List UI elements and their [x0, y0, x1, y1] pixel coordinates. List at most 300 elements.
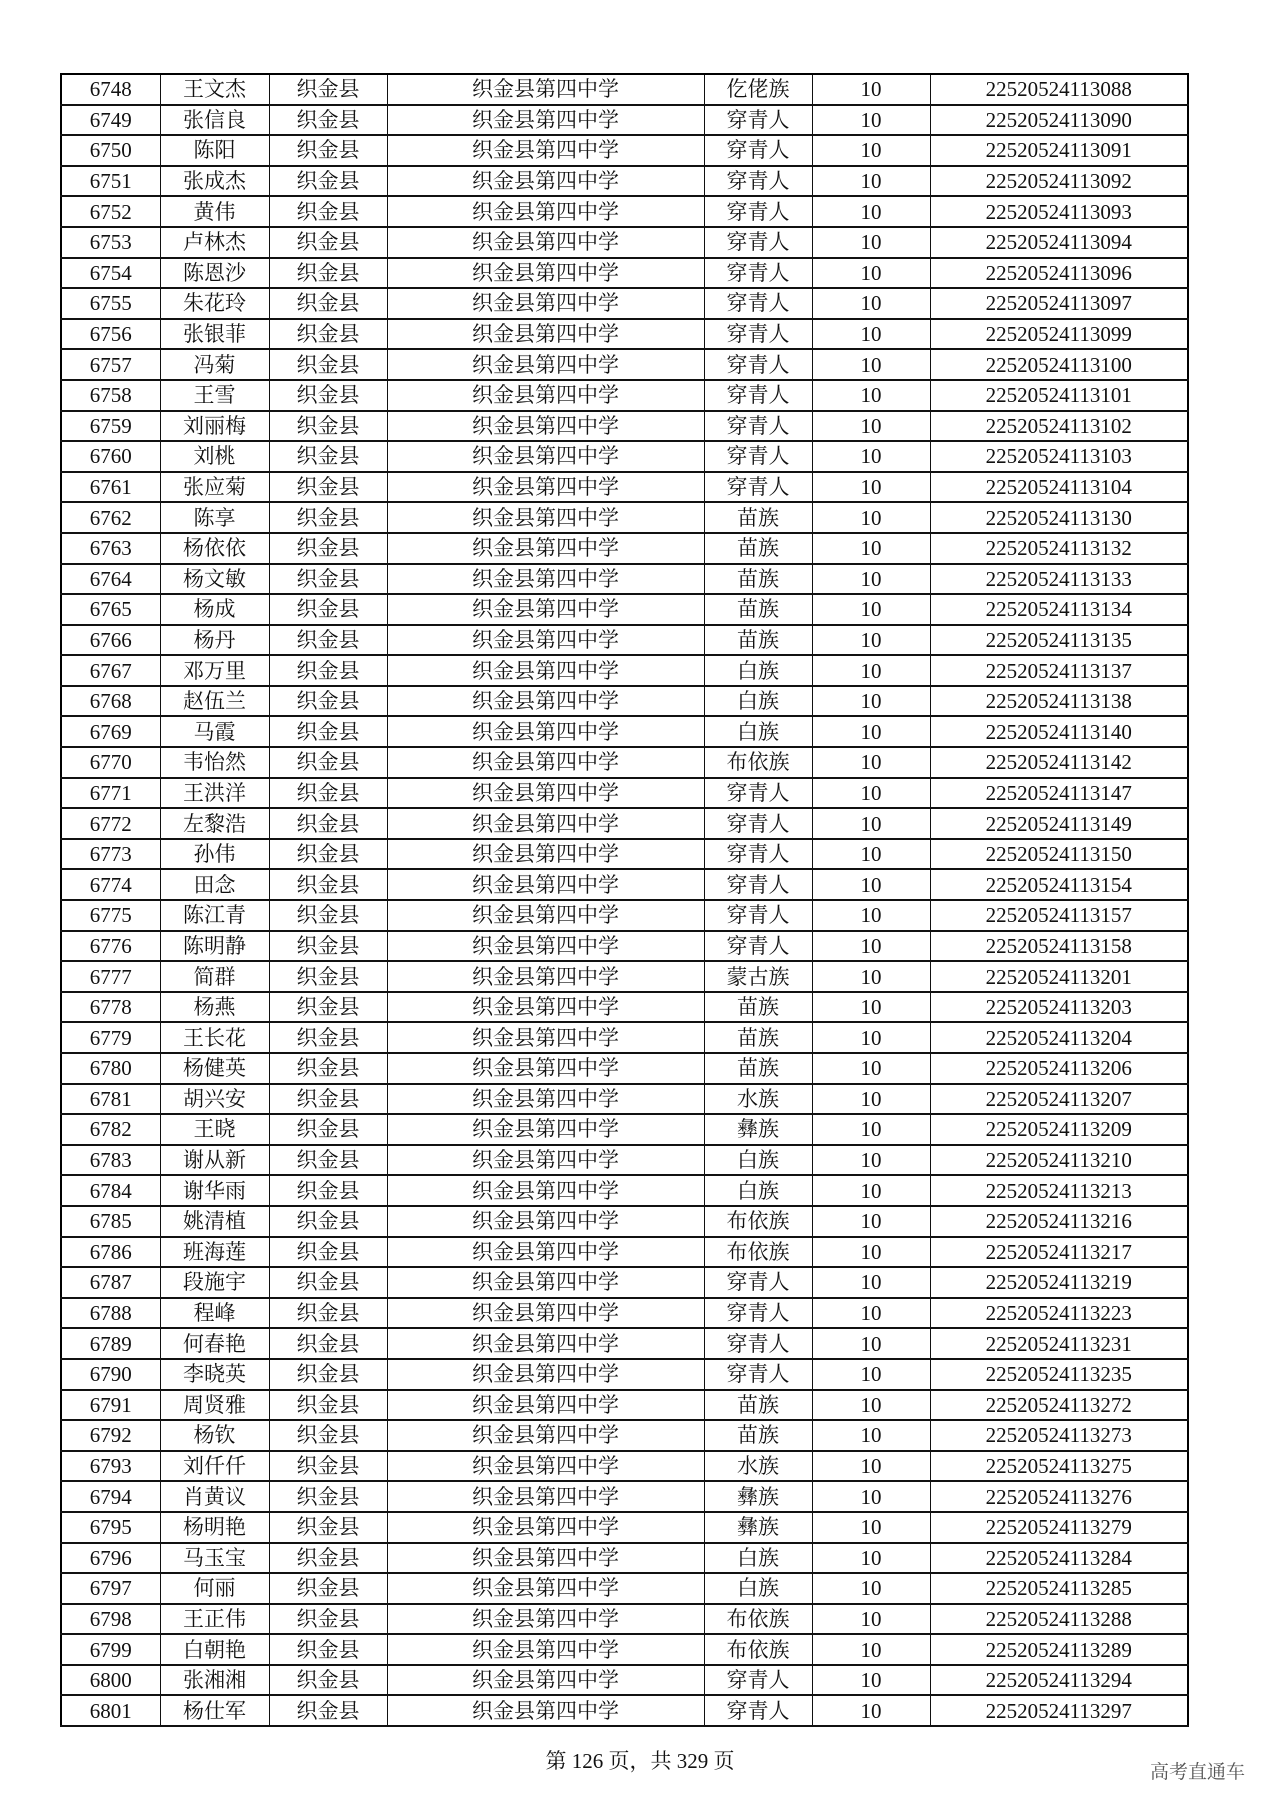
student-id-cell: 22520524113102 — [930, 411, 1188, 442]
ethnicity-cell: 苗族 — [704, 594, 812, 625]
student-name-cell: 程峰 — [160, 1298, 269, 1329]
ethnicity-cell: 穿青人 — [704, 166, 812, 197]
student-name-cell: 朱花玲 — [160, 288, 269, 319]
table-row — [61, 472, 1188, 503]
table-row — [61, 258, 1188, 289]
row-number-cell: 6771 — [61, 778, 160, 809]
row-number-cell: 6791 — [61, 1390, 160, 1421]
table-body — [61, 74, 1188, 1726]
student-name-cell: 冯菊 — [160, 349, 269, 380]
county-cell: 织金县 — [269, 1053, 387, 1084]
grade-cell: 10 — [812, 1114, 930, 1145]
student-id-cell: 22520524113213 — [930, 1175, 1188, 1206]
school-cell: 织金县第四中学 — [387, 1573, 704, 1604]
school-cell: 织金县第四中学 — [387, 1298, 704, 1329]
school-cell: 织金县第四中学 — [387, 1359, 704, 1390]
student-name-cell: 张信良 — [160, 105, 269, 136]
student-id-cell: 22520524113294 — [930, 1665, 1188, 1696]
student-name-cell: 陈江青 — [160, 900, 269, 931]
table-row — [61, 594, 1188, 625]
ethnicity-cell: 水族 — [704, 1084, 812, 1115]
grade-cell: 10 — [812, 931, 930, 962]
student-id-cell: 22520524113096 — [930, 258, 1188, 289]
grade-cell: 10 — [812, 319, 930, 350]
row-number-cell: 6758 — [61, 380, 160, 411]
student-name-cell: 王雪 — [160, 380, 269, 411]
county-cell: 织金县 — [269, 686, 387, 717]
ethnicity-cell: 穿青人 — [704, 1359, 812, 1390]
school-cell: 织金县第四中学 — [387, 1022, 704, 1053]
student-id-cell: 22520524113133 — [930, 564, 1188, 595]
table-row — [61, 686, 1188, 717]
grade-cell: 10 — [812, 1604, 930, 1635]
student-name-cell: 杨健英 — [160, 1053, 269, 1084]
student-id-cell: 22520524113137 — [930, 655, 1188, 686]
ethnicity-cell: 穿青人 — [704, 441, 812, 472]
student-name-cell: 张应菊 — [160, 472, 269, 503]
grade-cell: 10 — [812, 992, 930, 1023]
grade-cell: 10 — [812, 1420, 930, 1451]
student-id-cell: 22520524113157 — [930, 900, 1188, 931]
grade-cell: 10 — [812, 1512, 930, 1543]
student-id-cell: 22520524113140 — [930, 716, 1188, 747]
row-number-cell: 6767 — [61, 655, 160, 686]
county-cell: 织金县 — [269, 258, 387, 289]
school-cell: 织金县第四中学 — [387, 533, 704, 564]
row-number-cell: 6781 — [61, 1084, 160, 1115]
student-id-cell: 22520524113132 — [930, 533, 1188, 564]
grade-cell: 10 — [812, 1298, 930, 1329]
county-cell: 织金县 — [269, 441, 387, 472]
ethnicity-cell: 穿青人 — [704, 258, 812, 289]
watermark: 高考直通车 — [1150, 1761, 1246, 1783]
student-name-cell: 姚清植 — [160, 1206, 269, 1237]
student-name-cell: 王长花 — [160, 1022, 269, 1053]
row-number-cell: 6769 — [61, 716, 160, 747]
table-row — [61, 1175, 1188, 1206]
row-number-cell: 6757 — [61, 349, 160, 380]
ethnicity-cell: 苗族 — [704, 992, 812, 1023]
ethnicity-cell: 穿青人 — [704, 1298, 812, 1329]
student-id-cell: 22520524113279 — [930, 1512, 1188, 1543]
county-cell: 织金县 — [269, 1665, 387, 1696]
table-row — [61, 808, 1188, 839]
school-cell: 织金县第四中学 — [387, 411, 704, 442]
county-cell: 织金县 — [269, 1084, 387, 1115]
ethnicity-cell: 白族 — [704, 1145, 812, 1176]
row-number-cell: 6761 — [61, 472, 160, 503]
student-id-cell: 22520524113135 — [930, 625, 1188, 656]
row-number-cell: 6753 — [61, 227, 160, 258]
student-name-cell: 王正伟 — [160, 1604, 269, 1635]
row-number-cell: 6774 — [61, 869, 160, 900]
student-id-cell: 22520524113289 — [930, 1634, 1188, 1665]
row-number-cell: 6777 — [61, 961, 160, 992]
student-id-cell: 22520524113219 — [930, 1267, 1188, 1298]
row-number-cell: 6768 — [61, 686, 160, 717]
school-cell: 织金县第四中学 — [387, 747, 704, 778]
student-id-cell: 22520524113203 — [930, 992, 1188, 1023]
school-cell: 织金县第四中学 — [387, 105, 704, 136]
table-row — [61, 533, 1188, 564]
county-cell: 织金县 — [269, 349, 387, 380]
table-row — [61, 135, 1188, 166]
school-cell: 织金县第四中学 — [387, 869, 704, 900]
grade-cell: 10 — [812, 288, 930, 319]
ethnicity-cell: 蒙古族 — [704, 961, 812, 992]
student-id-cell: 22520524113206 — [930, 1053, 1188, 1084]
grade-cell: 10 — [812, 655, 930, 686]
student-name-cell: 张银菲 — [160, 319, 269, 350]
grade-cell: 10 — [812, 1481, 930, 1512]
table-row — [61, 1543, 1188, 1574]
table-row — [61, 1512, 1188, 1543]
grade-cell: 10 — [812, 227, 930, 258]
school-cell: 织金县第四中学 — [387, 625, 704, 656]
student-id-cell: 22520524113154 — [930, 869, 1188, 900]
grade-cell: 10 — [812, 441, 930, 472]
student-id-cell: 22520524113147 — [930, 778, 1188, 809]
county-cell: 织金县 — [269, 1267, 387, 1298]
ethnicity-cell: 水族 — [704, 1451, 812, 1482]
student-name-cell: 肖黄议 — [160, 1481, 269, 1512]
grade-cell: 10 — [812, 1634, 930, 1665]
ethnicity-cell: 布依族 — [704, 1634, 812, 1665]
school-cell: 织金县第四中学 — [387, 1420, 704, 1451]
ethnicity-cell: 彝族 — [704, 1114, 812, 1145]
student-name-cell: 杨依依 — [160, 533, 269, 564]
ethnicity-cell: 布依族 — [704, 1206, 812, 1237]
grade-cell: 10 — [812, 1451, 930, 1482]
row-number-cell: 6752 — [61, 196, 160, 227]
grade-cell: 10 — [812, 472, 930, 503]
grade-cell: 10 — [812, 411, 930, 442]
row-number-cell: 6796 — [61, 1543, 160, 1574]
school-cell: 织金县第四中学 — [387, 1390, 704, 1421]
ethnicity-cell: 白族 — [704, 655, 812, 686]
row-number-cell: 6754 — [61, 258, 160, 289]
grade-cell: 10 — [812, 196, 930, 227]
county-cell: 织金县 — [269, 1298, 387, 1329]
student-id-cell: 22520524113273 — [930, 1420, 1188, 1451]
county-cell: 织金县 — [269, 1481, 387, 1512]
row-number-cell: 6785 — [61, 1206, 160, 1237]
table-row — [61, 288, 1188, 319]
grade-cell: 10 — [812, 1175, 930, 1206]
grade-cell: 10 — [812, 686, 930, 717]
row-number-cell: 6760 — [61, 441, 160, 472]
ethnicity-cell: 穿青人 — [704, 319, 812, 350]
grade-cell: 10 — [812, 961, 930, 992]
table-row — [61, 1481, 1188, 1512]
row-number-cell: 6800 — [61, 1665, 160, 1696]
table-row — [61, 1022, 1188, 1053]
county-cell: 织金县 — [269, 319, 387, 350]
county-cell: 织金县 — [269, 808, 387, 839]
ethnicity-cell: 白族 — [704, 1175, 812, 1206]
school-cell: 织金县第四中学 — [387, 1512, 704, 1543]
grade-cell: 10 — [812, 747, 930, 778]
table-row — [61, 625, 1188, 656]
table-row — [61, 1634, 1188, 1665]
student-id-cell: 22520524113231 — [930, 1328, 1188, 1359]
ethnicity-cell: 彝族 — [704, 1481, 812, 1512]
student-id-cell: 22520524113158 — [930, 931, 1188, 962]
table-row — [61, 74, 1188, 105]
student-name-cell: 孙伟 — [160, 839, 269, 870]
table-row — [61, 1114, 1188, 1145]
row-number-cell: 6765 — [61, 594, 160, 625]
row-number-cell: 6775 — [61, 900, 160, 931]
ethnicity-cell: 穿青人 — [704, 1665, 812, 1696]
student-id-cell: 22520524113097 — [930, 288, 1188, 319]
ethnicity-cell: 穿青人 — [704, 349, 812, 380]
grade-cell: 10 — [812, 258, 930, 289]
student-id-cell: 22520524113130 — [930, 502, 1188, 533]
student-id-cell: 22520524113204 — [930, 1022, 1188, 1053]
student-id-cell: 22520524113142 — [930, 747, 1188, 778]
student-name-cell: 田念 — [160, 869, 269, 900]
ethnicity-cell: 白族 — [704, 686, 812, 717]
grade-cell: 10 — [812, 594, 930, 625]
grade-cell: 10 — [812, 1390, 930, 1421]
student-name-cell: 胡兴安 — [160, 1084, 269, 1115]
ethnicity-cell: 穿青人 — [704, 869, 812, 900]
school-cell: 织金县第四中学 — [387, 1634, 704, 1665]
ethnicity-cell: 仡佬族 — [704, 74, 812, 105]
student-name-cell: 陈阳 — [160, 135, 269, 166]
grade-cell: 10 — [812, 869, 930, 900]
ethnicity-cell: 彝族 — [704, 1512, 812, 1543]
table-row — [61, 441, 1188, 472]
grade-cell: 10 — [812, 380, 930, 411]
school-cell: 织金县第四中学 — [387, 1206, 704, 1237]
county-cell: 织金县 — [269, 1390, 387, 1421]
row-number-cell: 6788 — [61, 1298, 160, 1329]
ethnicity-cell: 白族 — [704, 1543, 812, 1574]
school-cell: 织金县第四中学 — [387, 502, 704, 533]
grade-cell: 10 — [812, 1022, 930, 1053]
student-name-cell: 杨文敏 — [160, 564, 269, 595]
school-cell: 织金县第四中学 — [387, 472, 704, 503]
student-id-cell: 22520524113272 — [930, 1390, 1188, 1421]
student-name-cell: 刘桃 — [160, 441, 269, 472]
student-id-cell: 22520524113284 — [930, 1543, 1188, 1574]
county-cell: 织金县 — [269, 1175, 387, 1206]
school-cell: 织金县第四中学 — [387, 564, 704, 595]
ethnicity-cell: 穿青人 — [704, 227, 812, 258]
table-row — [61, 839, 1188, 870]
student-name-cell: 杨钦 — [160, 1420, 269, 1451]
county-cell: 织金县 — [269, 380, 387, 411]
grade-cell: 10 — [812, 1543, 930, 1574]
county-cell: 织金县 — [269, 1359, 387, 1390]
grade-cell: 10 — [812, 74, 930, 105]
county-cell: 织金县 — [269, 594, 387, 625]
county-cell: 织金县 — [269, 869, 387, 900]
table-row — [61, 1298, 1188, 1329]
ethnicity-cell: 穿青人 — [704, 105, 812, 136]
school-cell: 织金县第四中学 — [387, 1237, 704, 1268]
row-number-cell: 6793 — [61, 1451, 160, 1482]
row-number-cell: 6783 — [61, 1145, 160, 1176]
ethnicity-cell: 苗族 — [704, 1390, 812, 1421]
page-footer: 第 126 页，共 329 页 — [545, 1749, 735, 1773]
student-name-cell: 左黎浩 — [160, 808, 269, 839]
row-number-cell: 6778 — [61, 992, 160, 1023]
county-cell: 织金县 — [269, 1237, 387, 1268]
student-id-cell: 22520524113223 — [930, 1298, 1188, 1329]
table-row — [61, 380, 1188, 411]
school-cell: 织金县第四中学 — [387, 1328, 704, 1359]
county-cell: 织金县 — [269, 747, 387, 778]
school-cell: 织金县第四中学 — [387, 961, 704, 992]
student-name-cell: 刘丽梅 — [160, 411, 269, 442]
row-number-cell: 6756 — [61, 319, 160, 350]
grade-cell: 10 — [812, 778, 930, 809]
student-id-cell: 22520524113209 — [930, 1114, 1188, 1145]
student-name-cell: 王洪洋 — [160, 778, 269, 809]
student-name-cell: 段施宇 — [160, 1267, 269, 1298]
ethnicity-cell: 穿青人 — [704, 778, 812, 809]
student-name-cell: 张湘湘 — [160, 1665, 269, 1696]
county-cell: 织金县 — [269, 655, 387, 686]
table-row — [61, 1604, 1188, 1635]
student-id-cell: 22520524113090 — [930, 105, 1188, 136]
school-cell: 织金县第四中学 — [387, 1053, 704, 1084]
row-number-cell: 6776 — [61, 931, 160, 962]
table-row — [61, 502, 1188, 533]
row-number-cell: 6782 — [61, 1114, 160, 1145]
student-id-cell: 22520524113100 — [930, 349, 1188, 380]
student-id-cell: 22520524113210 — [930, 1145, 1188, 1176]
county-cell: 织金县 — [269, 1022, 387, 1053]
grade-cell: 10 — [812, 716, 930, 747]
county-cell: 织金县 — [269, 1512, 387, 1543]
student-name-cell: 谢华雨 — [160, 1175, 269, 1206]
table-row — [61, 655, 1188, 686]
grade-cell: 10 — [812, 625, 930, 656]
table-row — [61, 105, 1188, 136]
ethnicity-cell: 苗族 — [704, 1420, 812, 1451]
school-cell: 织金县第四中学 — [387, 1267, 704, 1298]
school-cell: 织金县第四中学 — [387, 1084, 704, 1115]
school-cell: 织金县第四中学 — [387, 319, 704, 350]
school-cell: 织金县第四中学 — [387, 1145, 704, 1176]
ethnicity-cell: 穿青人 — [704, 135, 812, 166]
student-id-cell: 22520524113150 — [930, 839, 1188, 870]
table-row — [61, 992, 1188, 1023]
table-row — [61, 564, 1188, 595]
table-row — [61, 1390, 1188, 1421]
table-row — [61, 1695, 1188, 1726]
school-cell: 织金县第四中学 — [387, 258, 704, 289]
student-name-cell: 刘仟仟 — [160, 1451, 269, 1482]
school-cell: 织金县第四中学 — [387, 135, 704, 166]
school-cell: 织金县第四中学 — [387, 1543, 704, 1574]
school-cell: 织金县第四中学 — [387, 227, 704, 258]
student-name-cell: 杨燕 — [160, 992, 269, 1023]
row-number-cell: 6763 — [61, 533, 160, 564]
ethnicity-cell: 穿青人 — [704, 196, 812, 227]
table-row — [61, 716, 1188, 747]
student-id-cell: 22520524113297 — [930, 1695, 1188, 1726]
row-number-cell: 6792 — [61, 1420, 160, 1451]
ethnicity-cell: 穿青人 — [704, 288, 812, 319]
student-name-cell: 卢林杰 — [160, 227, 269, 258]
student-name-cell: 李晓英 — [160, 1359, 269, 1390]
ethnicity-cell: 苗族 — [704, 1053, 812, 1084]
table-row — [61, 196, 1188, 227]
grade-cell: 10 — [812, 1145, 930, 1176]
county-cell: 织金县 — [269, 778, 387, 809]
table-row — [61, 869, 1188, 900]
student-name-cell: 陈恩沙 — [160, 258, 269, 289]
grade-cell: 10 — [812, 1573, 930, 1604]
county-cell: 织金县 — [269, 1604, 387, 1635]
row-number-cell: 6787 — [61, 1267, 160, 1298]
county-cell: 织金县 — [269, 1451, 387, 1482]
student-name-cell: 陈享 — [160, 502, 269, 533]
student-id-cell: 22520524113138 — [930, 686, 1188, 717]
student-id-cell: 22520524113104 — [930, 472, 1188, 503]
student-name-cell: 马霞 — [160, 716, 269, 747]
student-id-cell: 22520524113134 — [930, 594, 1188, 625]
school-cell: 织金县第四中学 — [387, 1695, 704, 1726]
student-name-cell: 杨明艳 — [160, 1512, 269, 1543]
county-cell: 织金县 — [269, 1420, 387, 1451]
student-name-cell: 何春艳 — [160, 1328, 269, 1359]
ethnicity-cell: 穿青人 — [704, 808, 812, 839]
county-cell: 织金县 — [269, 1328, 387, 1359]
row-number-cell: 6762 — [61, 502, 160, 533]
student-id-cell: 22520524113103 — [930, 441, 1188, 472]
county-cell: 织金县 — [269, 716, 387, 747]
ethnicity-cell: 穿青人 — [704, 931, 812, 962]
grade-cell: 10 — [812, 533, 930, 564]
school-cell: 织金县第四中学 — [387, 594, 704, 625]
county-cell: 织金县 — [269, 931, 387, 962]
table-row — [61, 411, 1188, 442]
table-row — [61, 319, 1188, 350]
county-cell: 织金县 — [269, 1145, 387, 1176]
school-cell: 织金县第四中学 — [387, 655, 704, 686]
county-cell: 织金县 — [269, 105, 387, 136]
student-name-cell: 王晓 — [160, 1114, 269, 1145]
row-number-cell: 6784 — [61, 1175, 160, 1206]
county-cell: 织金县 — [269, 166, 387, 197]
county-cell: 织金县 — [269, 1543, 387, 1574]
row-number-cell: 6750 — [61, 135, 160, 166]
county-cell: 织金县 — [269, 502, 387, 533]
row-number-cell: 6759 — [61, 411, 160, 442]
school-cell: 织金县第四中学 — [387, 686, 704, 717]
row-number-cell: 6799 — [61, 1634, 160, 1665]
row-number-cell: 6786 — [61, 1237, 160, 1268]
student-id-cell: 22520524113276 — [930, 1481, 1188, 1512]
student-name-cell: 赵伍兰 — [160, 686, 269, 717]
school-cell: 织金县第四中学 — [387, 1451, 704, 1482]
row-number-cell: 6795 — [61, 1512, 160, 1543]
table-row — [61, 1053, 1188, 1084]
student-id-cell: 22520524113101 — [930, 380, 1188, 411]
student-id-cell: 22520524113094 — [930, 227, 1188, 258]
table-row — [61, 1267, 1188, 1298]
county-cell: 织金县 — [269, 900, 387, 931]
county-cell: 织金县 — [269, 472, 387, 503]
ethnicity-cell: 布依族 — [704, 747, 812, 778]
student-name-cell: 王文杰 — [160, 74, 269, 105]
